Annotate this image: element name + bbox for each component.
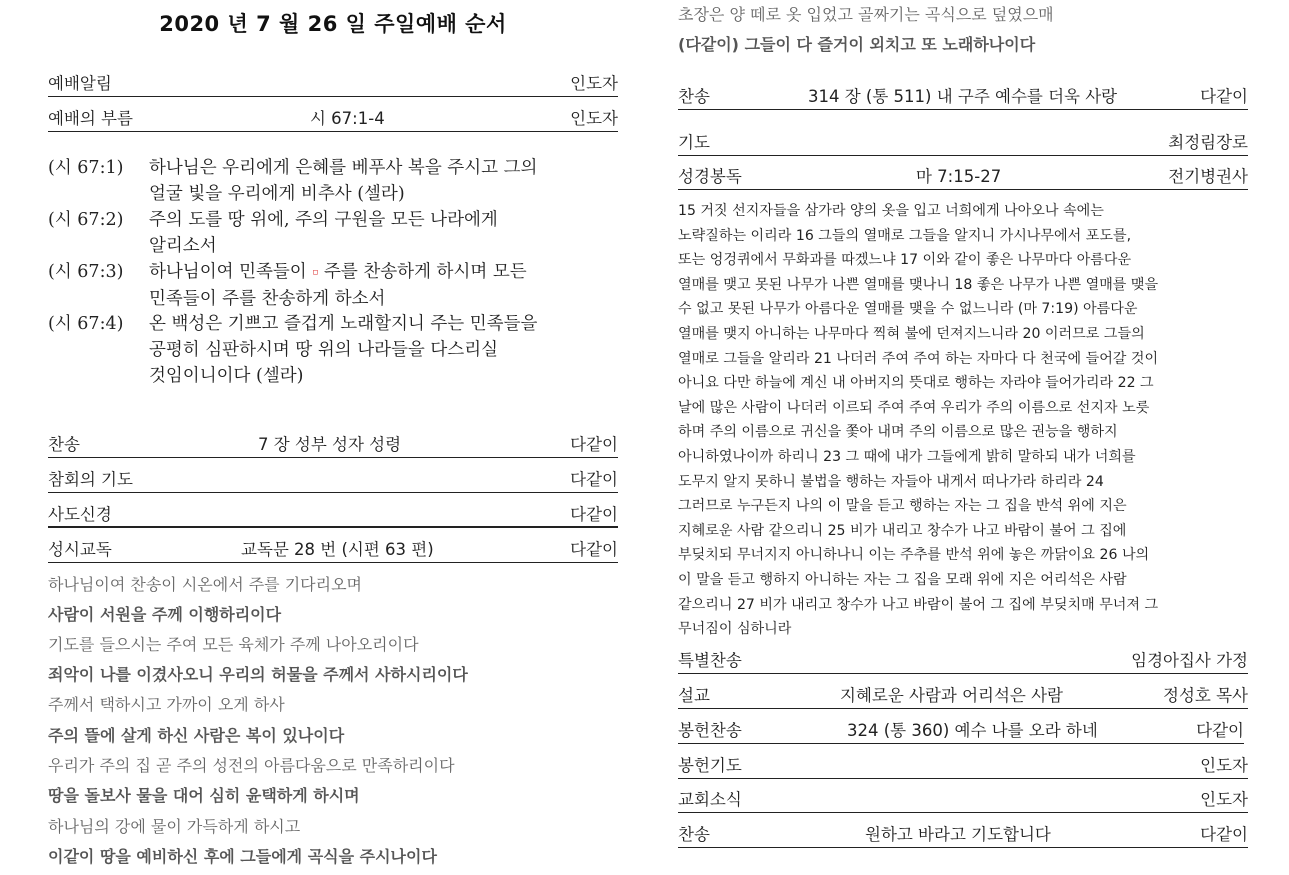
order-row-closing-hymn — [678, 824, 1248, 846]
verse-ref: (시 67:1) — [48, 158, 124, 178]
order-label: 예배의 부름 — [48, 109, 133, 128]
scripture-line: 부딪치되 무너지지 아니하나니 이는 주추를 반석 위에 놓은 까닭이요 26 나의 — [678, 547, 1150, 564]
divider — [48, 562, 618, 563]
reading-line-congregation: 주의 뜰에 살게 하신 사람은 복이 있나이다 — [48, 726, 345, 745]
scripture-line: 무너짐이 심하니라 — [678, 621, 792, 638]
order-detail: 마 7:15-27 — [916, 167, 1002, 186]
order-row-offering-prayer — [678, 755, 1248, 777]
scripture-line: 아니하였나이까 하리니 23 그 때에 내가 그들에게 밝히 말하되 내가 너희를 — [678, 448, 1136, 465]
order-leader: 전기병권사 — [1168, 167, 1248, 186]
order-row-call-to-worship — [48, 108, 618, 130]
order-label: 참회의 기도 — [48, 470, 133, 489]
reading-line-congregation: 죄악이 나를 이겼사오니 우리의 허물을 주께서 사하시리이다 — [48, 665, 468, 684]
order-leader: 임경아집사 가정 — [1131, 651, 1248, 670]
scripture-line: 그러므로 누구든지 나의 이 말을 듣고 행하는 자는 그 집을 반석 위에 지은 — [678, 498, 1127, 515]
order-label: 찬송 — [678, 87, 710, 106]
reading-line-leader: 하나님이여 찬송이 시온에서 주를 기다리오며 — [48, 575, 363, 594]
order-leader: 다같이 — [1200, 87, 1248, 106]
order-row-hymn — [678, 86, 1248, 108]
order-row-announcements — [678, 789, 1248, 811]
order-label: 봉헌기도 — [678, 756, 742, 775]
order-leader: 정성호 목사 — [1163, 686, 1248, 705]
reading-line-congregation: 이같이 땅을 예비하신 후에 그들에게 곡식을 주시나이다 — [48, 847, 437, 866]
reading-line-leader: 하나님의 강에 물이 가득하게 하시고 — [48, 817, 301, 836]
order-label: 찬송 — [48, 435, 80, 454]
divider — [678, 708, 1248, 709]
right-column — [678, 0, 1248, 875]
order-detail: 교독문 28 번 (시편 63 편) — [241, 540, 434, 559]
order-detail: 324 (통 360) 예수 나를 오라 하네 — [847, 721, 1098, 740]
order-detail: 시 67:1-4 — [310, 109, 385, 128]
order-label: 예배알림 — [48, 74, 112, 93]
order-label: 봉헌찬송 — [678, 721, 742, 740]
order-label: 교회소식 — [678, 790, 742, 809]
scripture-line: 또는 엉겅퀴에서 무화과를 따겠느냐 17 이와 같이 좋은 나무마다 아름다운 — [678, 252, 1132, 269]
divider — [48, 96, 618, 97]
order-leader: 최정림장로 — [1168, 133, 1248, 152]
scripture-line: 하며 주의 이름으로 귀신을 쫓아 내며 주의 이름으로 많은 권능을 행하지 — [678, 424, 1118, 441]
scripture-line: 도무지 알지 못하니 불법을 행하는 자들아 내게서 떠나가라 하리라 24 — [678, 473, 1104, 490]
reading-line-leader: 우리가 주의 집 곧 주의 성전의 아름다움으로 만족하리이다 — [48, 756, 455, 775]
comment-marker-icon: ▫ — [312, 267, 319, 278]
divider — [678, 155, 1248, 156]
scripture-line: 노략질하는 이리라 16 그들의 열매로 그들을 알지니 가시나무에서 포도를, — [678, 227, 1132, 244]
verse-line: 알리소서 — [149, 236, 217, 256]
order-leader: 다같이 — [1200, 825, 1248, 844]
verse-line: 하나님은 우리에게 은혜를 베푸사 복을 주시고 그의 — [149, 158, 538, 178]
divider — [678, 778, 1248, 779]
divider — [48, 457, 618, 458]
scripture-line: 수 없고 못된 나무가 아름다운 열매를 맺을 수 없느니라 (마 7:19) 아름다운 — [678, 301, 1138, 318]
order-row-scripture — [678, 166, 1248, 188]
order-row-prayer — [678, 132, 1248, 154]
order-detail: 원하고 바라고 기도합니다 — [865, 825, 1051, 844]
divider — [678, 109, 1248, 110]
reading-line-congregation: 사람이 서원을 주께 이행하리이다 — [48, 605, 282, 624]
order-leader: 다같이 — [570, 470, 618, 489]
verse-line: 민족들이 주를 찬송하게 하소서 — [149, 288, 386, 309]
divider — [678, 189, 1248, 190]
divider — [48, 131, 618, 132]
scripture-line: 같으리니 27 비가 내리고 창수가 나고 바람이 불어 그 집에 부딪치매 무너져 그 — [678, 596, 1159, 613]
divider — [678, 673, 1248, 674]
divider — [48, 492, 618, 493]
scripture-line: 열매를 맺지 아니하는 나무마다 찍혀 불에 던져지느니라 20 이러므로 그들의 — [678, 325, 1145, 342]
order-label: 성경봉독 — [678, 167, 742, 186]
order-label: 기도 — [678, 133, 710, 152]
order-detail: 7 장 성부 성자 성령 — [258, 435, 402, 454]
scripture-line: 15 거짓 선지자들을 삼가라 양의 옷을 입고 너희에게 나아오나 속에는 — [678, 203, 1104, 219]
order-row-hymn — [48, 434, 618, 456]
order-leader: 다같이 — [1196, 721, 1244, 740]
verse-line: 주의 도를 땅 위에, 주의 구원을 모든 나라에게 — [149, 210, 498, 230]
scripture-line: 열매로 그들을 알리라 21 나더러 주여 주여 하는 자마다 다 천국에 들어갈 것이 — [678, 350, 1159, 367]
bulletin-title: 2020 년 7 월 26 일 주일예배 순서 — [159, 12, 507, 36]
order-detail: 314 장 (통 511) 내 구주 예수를 더욱 사랑 — [808, 87, 1118, 106]
reading-line-all: (다같이) 그들이 다 즐거이 외치고 또 노래하나이다 — [678, 35, 1036, 54]
scripture-line: 이 말을 듣고 행하지 아니하는 자는 그 집을 모래 위에 지은 어리석은 사람 — [678, 571, 1127, 588]
order-leader: 인도자 — [570, 109, 618, 128]
order-label: 설교 — [678, 686, 710, 705]
order-leader: 인도자 — [570, 74, 618, 93]
order-label: 특별찬송 — [678, 651, 742, 670]
verse-ref: (시 67:2) — [48, 210, 124, 230]
order-leader: 다같이 — [570, 505, 618, 524]
reading-line-congregation: 땅을 돌보사 물을 대어 심히 윤택하게 하시며 — [48, 786, 360, 805]
scripture-text — [678, 199, 1250, 642]
scripture-line: 아니요 다만 하늘에 계신 내 아버지의 뜻대로 행하는 자라야 들어가리라 22 그 — [678, 375, 1154, 392]
verse-line: 주를 찬송하게 하시며 모든 — [323, 262, 527, 282]
verse-ref: (시 67:4) — [48, 314, 124, 334]
divider — [678, 812, 1248, 813]
order-row-sermon — [678, 685, 1248, 707]
order-row-responsive-reading — [48, 539, 618, 561]
reading-line-leader: 주께서 택하시고 가까이 오게 하사 — [48, 695, 285, 714]
verse-line: 공평히 심판하시며 땅 위의 나라들을 다스리실 — [149, 340, 499, 360]
verse-ref: (시 67:3) — [48, 262, 124, 282]
order-detail: 지혜로운 사람과 어리석은 사람 — [840, 686, 1063, 705]
scripture-line: 열매를 맺고 못된 나무가 나쁜 열매를 맺나니 18 좋은 나무가 나쁜 열매를 맺을 — [678, 276, 1159, 293]
order-label: 찬송 — [678, 825, 710, 844]
order-leader: 인도자 — [1200, 790, 1248, 809]
left-column — [48, 0, 618, 875]
order-leader: 다같이 — [570, 435, 618, 454]
divider — [678, 743, 1244, 744]
order-label: 성시교독 — [48, 540, 112, 559]
reading-line-leader: 초장은 양 떼로 옷 입었고 골짜기는 곡식으로 덮였으매 — [678, 5, 1054, 24]
order-row-creed — [48, 504, 618, 526]
order-row-special-music — [678, 650, 1248, 672]
order-row-offering-hymn — [678, 720, 1248, 742]
order-leader: 인도자 — [1200, 756, 1248, 775]
verse-line: 얼굴 빛을 우리에게 비추사 (셀라) — [149, 184, 405, 204]
order-row-announcement — [48, 73, 618, 95]
divider — [678, 847, 1248, 848]
order-leader: 다같이 — [570, 540, 618, 559]
verse-line: 하나님이여 민족들이 — [149, 262, 307, 282]
order-row-confession — [48, 469, 618, 491]
verse-line: 것임이니이다 (셀라) — [149, 366, 304, 386]
divider — [48, 526, 618, 528]
verse-line: 온 백성은 기쁘고 즐겁게 노래할지니 주는 민족들을 — [149, 314, 538, 334]
order-label: 사도신경 — [48, 505, 112, 524]
reading-line-leader: 기도를 들으시는 주여 모든 육체가 주께 나아오리이다 — [48, 635, 419, 654]
scripture-line: 지혜로운 사람 같으리니 25 비가 내리고 창수가 나고 바람이 불어 그 집에 — [678, 522, 1127, 539]
scripture-line: 날에 많은 사람이 나더러 이르되 주여 주여 우리가 주의 이름으로 선지자 노릇 — [678, 399, 1150, 416]
